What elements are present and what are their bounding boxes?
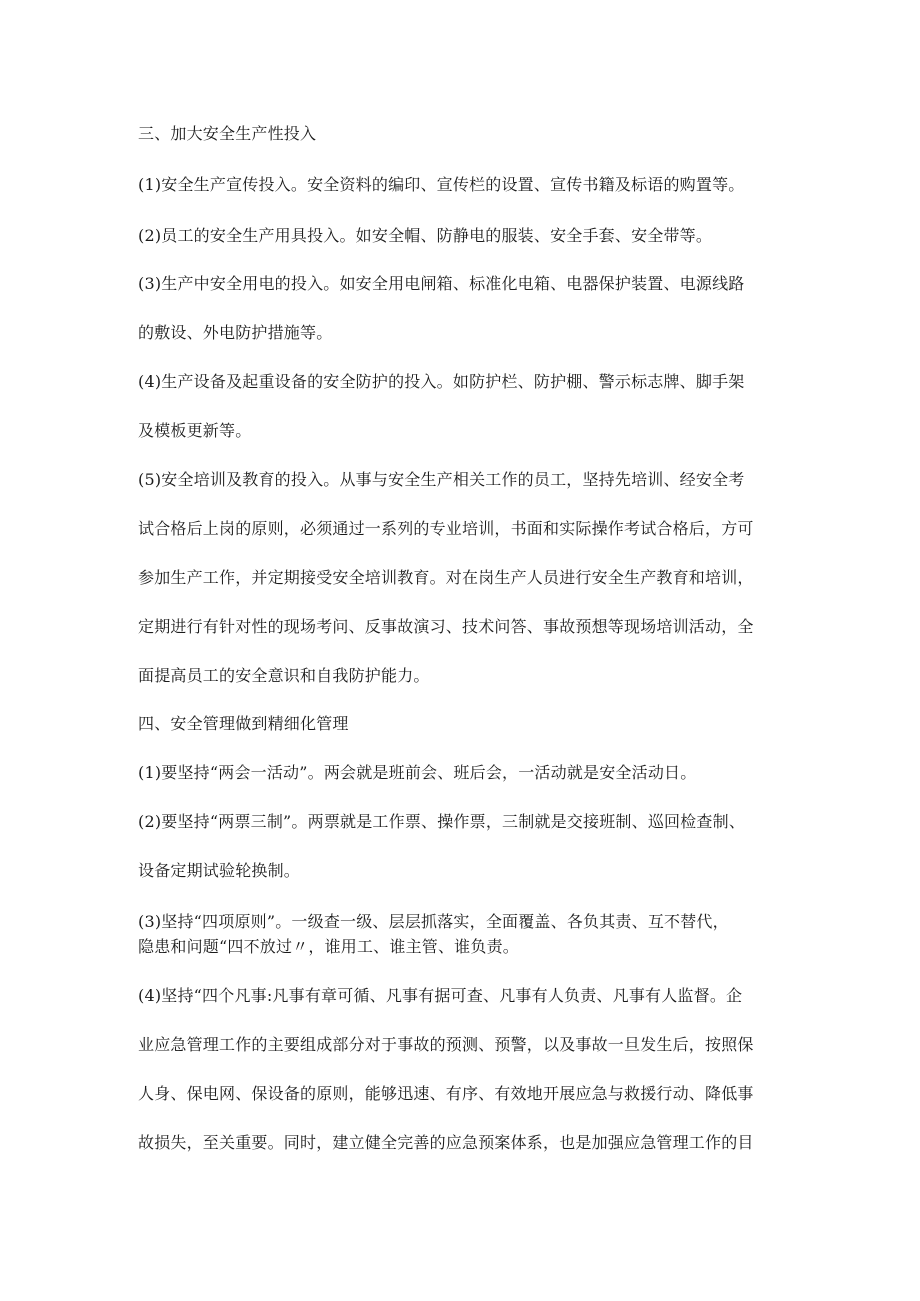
section-heading-four: 四、安全管理做到精细化管理 — [138, 714, 349, 733]
paragraph-line: (1)要坚持“两会一活动”。两会就是班前会、班后会，一活动就是安全活动日。 — [138, 763, 697, 782]
paragraph-line: (2)员工的安全生产用具投入。如安全帽、防静电的服装、安全手套、安全带等。 — [138, 226, 713, 245]
paragraph-line: 隐患和问题“四不放过〃，谁用工、谁主管、谁负责。 — [138, 937, 519, 956]
paragraph-line: 参加生产工作，并定期接受安全培训教育。对在岗生产人员进行安全生产教育和培训， — [138, 568, 754, 587]
paragraph-line: 面提高员工的安全意识和自我防护能力。 — [138, 666, 430, 685]
paragraph-line: 人身、保电网、保设备的原则，能够迅速、有序、有效地开展应急与救援行动、降低事 — [138, 1084, 754, 1103]
paragraph-line: (2)要坚持“两票三制”。两票就是工作票、操作票，三制就是交接班制、巡回检查制、 — [138, 812, 746, 831]
paragraph-line: 的敷设、外电防护措施等。 — [138, 323, 333, 342]
paragraph-line: 故损失，至关重要。同时，建立健全完善的应急预案体系，也是加强应急管理工作的目 — [138, 1133, 754, 1152]
paragraph-line: 及模板更新等。 — [138, 421, 252, 440]
section-heading-three: 三、加大安全生产性投入 — [138, 124, 317, 143]
paragraph-line: (5)安全培训及教育的投入。从事与安全生产相关工作的员工，坚持先培训、经安全考 — [138, 470, 745, 489]
paragraph-line: (4)坚持“四个凡事:凡事有章可循、凡事有据可查、凡事有人负责、凡事有人监督。企 — [138, 986, 743, 1005]
paragraph-line: 设备定期试验轮换制。 — [138, 861, 301, 880]
paragraph-line: (1)安全生产宣传投入。安全资料的编印、宣传栏的设置、宣传书籍及标语的购置等。 — [138, 175, 745, 194]
paragraph-line: 试合格后上岗的原则，必须通过一系列的专业培训，书面和实际操作考试合格后，方可 — [138, 519, 754, 538]
paragraph-line: (3)生产中安全用电的投入。如安全用电闸箱、标准化电箱、电器保护装置、电源线路 — [138, 274, 745, 293]
paragraph-line: 定期进行有针对性的现场考问、反事故演习、技术问答、事故预想等现场培训活动，全 — [138, 617, 754, 636]
paragraph-line: (3)坚持“四项原则”。一级查一级、层层抓落实，全面覆盖、各负其责、互不替代， — [138, 912, 729, 931]
paragraph-line: 业应急管理工作的主要组成部分对于事故的预测、预警，以及事故一旦发生后，按照保 — [138, 1035, 754, 1054]
paragraph-line: (4)生产设备及起重设备的安全防护的投入。如防护栏、防护棚、警示标志牌、脚手架 — [138, 372, 745, 391]
